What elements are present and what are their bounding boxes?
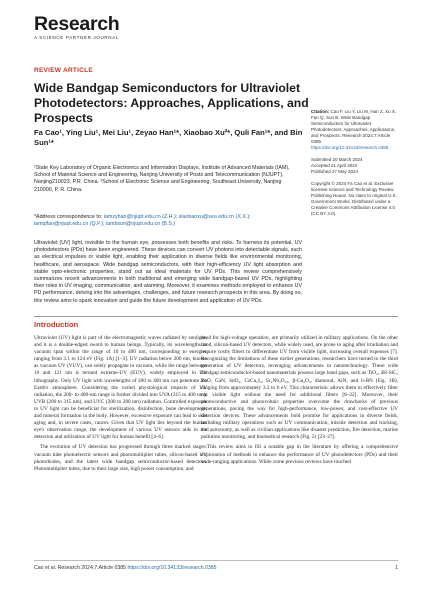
correspondence bbox=[34, 214, 302, 228]
citation-block bbox=[311, 109, 397, 151]
footer-doi-link[interactable]: https://doi.org/10.34133/research.0385 bbox=[127, 565, 217, 571]
author-list: Fa Cao¹, Ying Liu¹, Mei Liu¹, Zeyao Han¹*, Xiaobao Xu²*, Quli Fan¹*, and Bin Sun¹* bbox=[34, 128, 303, 147]
citation-doi-link[interactable]: https://doi.org/10.34133/research.0385 bbox=[311, 145, 389, 150]
page-number: 1 bbox=[395, 565, 398, 571]
affiliations: ¹State Key Laboratory of Organic Electronics and Information Displays, Institute of Advanced Materials (IAM), School of Material Science and Engineering, Nanjing University of Posts and Telecommunication (NJUPT), Nanjing210023, P.R. China. ²School of Electronic Science and Engineering, Southeast University, Nanjing 210000, P. R. China. bbox=[34, 165, 290, 193]
date-published: Published 27 May 2024 bbox=[311, 169, 359, 174]
body-paragraph: The evolution of UV detection has progressed through three marked stages: vacuum tube photoelectric sensors and photomultiplier tubes, silicon-based UV photodiodes, and the latest wide bandgap semiconductor-based detectors. Photomultiplier tubes, due to their large size, high power consumption, and bbox=[34, 444, 207, 472]
abstract: Ultraviolet (UV) light, invisible to the human eye, possesses both benefits and risks. To harness its potential, UV photodetectors (PDs) have been engineered. These devices can convert UV photons into detectable signals, such as electrical impulses or visible light, enabling their application in diverse fields like environmental monitoring, healthcare, and aerospace. Wide bandgap semiconductors, with their high-efficiency UV light absorption and stable opto-electronic properties, stand out as ideal materials for UV PDs. This review comprehensively summarizes recent advancements in both traditional and emerging wide bandgap-based UV PDs, highlighting their roles in UV imaging, communication, and alarming. Moreover, it examines methods employed to enhance UV PD performance, delving into the advantages, challenges, and future research prospects in this area. By doing so, this review aims to spark innovation and guide the future development and application of UV PDs. bbox=[34, 240, 302, 304]
footer-divider bbox=[34, 560, 398, 561]
journal-tagline: A SCIENCE PARTNER JOURNAL bbox=[34, 35, 120, 40]
section-divider bbox=[34, 316, 398, 317]
body-column-left bbox=[34, 335, 207, 476]
citation-label: Citation: bbox=[311, 109, 330, 114]
page-footer bbox=[34, 565, 398, 571]
body-paragraph: need for high-voltage operation, are primarily utilized in military applications. On the other hand, silicon-based UV detectors, while widely used, are prone to aging after irradiation and require costly filters to differentiate UV from visible light, increasing overall expenses [7]. Recognizing the limitations of these earlier generations, researchers have turned to the third generation of UV detectors, leveraging advancements in nanotechnology. These wide bandgap semiconductor-based nanomaterials possess large band gaps, such as TiO₂, 4H-SiC, ZnO, GaN, SnO₂, CsCu₂I₃, Sr₂Nb₃O₁₀, β-Ga₂O₃, diamond, AlN, and h-BN (Fig. 1B), ranging from approximately 3.2 to 6 eV. This characteristic allows them to effectively filter out visible light without the need for additional filters [8–22]. Moreover, their photoconductive and photovoltaic properties overcome the drawbacks of previous generations, paving the way for high-performance, low-power, and cost-effective UV detection devices. These advancements hold promise for applications in diverse fields, including military operations such as UV communication, missile detection and tracking, and astronomy, as well as civilian applications like disaster prediction, fire detection, marine pollution monitoring, and biomedical research (Fig. 2) [23–27]. bbox=[201, 335, 398, 441]
section-heading-introduction: Introduction bbox=[34, 320, 79, 329]
date-submitted: Submitted 20 March 2024 bbox=[311, 157, 363, 162]
journal-logo: Research bbox=[34, 13, 120, 35]
citation-text: Cao F, Liu Y, Liu M, Han Z, Xu X, Fan Q, Sun B. Wide Bandgap Semiconductors for Ultraviolet Photodetectors: Approaches, Applications, and Prospects. Research 2024;7:Article 0385. bbox=[311, 109, 397, 144]
article-type: REVIEW ARTICLE bbox=[34, 67, 93, 74]
dates-block bbox=[311, 157, 397, 175]
body-paragraph: Ultraviolet (UV) light is part of the electromagnetic waves radiated by sunlight, and it is a double-edged sword to human beings. Typically, its wavelengths in vacuum span within the range of 10 to 400 nm, corresponding to energies ranging from 3.1 to 124 eV (Fig. 1A) [1–3]. UV radiation below 200 nm, known as vacuum UV (VUV), can solely propagate in vacuum, while the range between 10 and 121 nm is termed extreme-UV (EUV), widely employed in UV lithography. Only UV light with wavelengths of 200 to 400 nm can penetrate the Earth's atmosphere. Considering the varied physiological impacts of UV radiation, the 200- to 400-nm range is further divided into UVA (315 to 400 nm), UVB (280 to 315 nm), and UVC (200 to 280 nm) radiation. Controlled exposure to UV light can be beneficial for sterilization, disinfection, bone development, and mineral formation in the body. However, excessive exposure can lead to skin aging and, in severe cases, cancer. Given that UV light lies beyond the human eye's observation range, the development of various UV sensors aids in the detection and utilization of UV light for human benefit [4–6]. bbox=[34, 335, 207, 441]
correspondence-emails[interactable]: iamzyhan@njupt.edu.cn (Z.H.); xiaobaoxu@seu.edu.cn (X.X.); iamqlfan@njupt.edu.cn (Q.F.); iambsun@njupt.edu.cn (B.S.) bbox=[34, 214, 251, 228]
copyright-block: Copyright © 2024 Fa Cao et al. Exclusive licensee Science and Technology Review Publishing House. No claim to original U.S. Government Works. Distributed under a Creative Commons Attribution License 4.0 (CC BY 4.0). bbox=[311, 181, 397, 216]
body-column-right bbox=[201, 335, 398, 469]
correspondence-prefix: *Address correspondence to: bbox=[34, 214, 103, 220]
article-sidebar bbox=[311, 109, 397, 223]
footer-citation: Cao et al. Research 2024;7:Article 0385 bbox=[34, 565, 126, 571]
date-accepted: Accepted 21 April 2024 bbox=[311, 163, 358, 168]
article-title: Wide Bandgap Semiconductors for Ultraviolet Photodetectors: Approaches, Applications, and Prospects bbox=[34, 81, 309, 125]
body-paragraph: This review aims to fill a notable gap in the literature by offering a comprehensive exploration of methods to enhance the performance of UV photodetectors (PDs) and their wide-ranging applications. While some previous reviews have touched bbox=[201, 444, 398, 465]
